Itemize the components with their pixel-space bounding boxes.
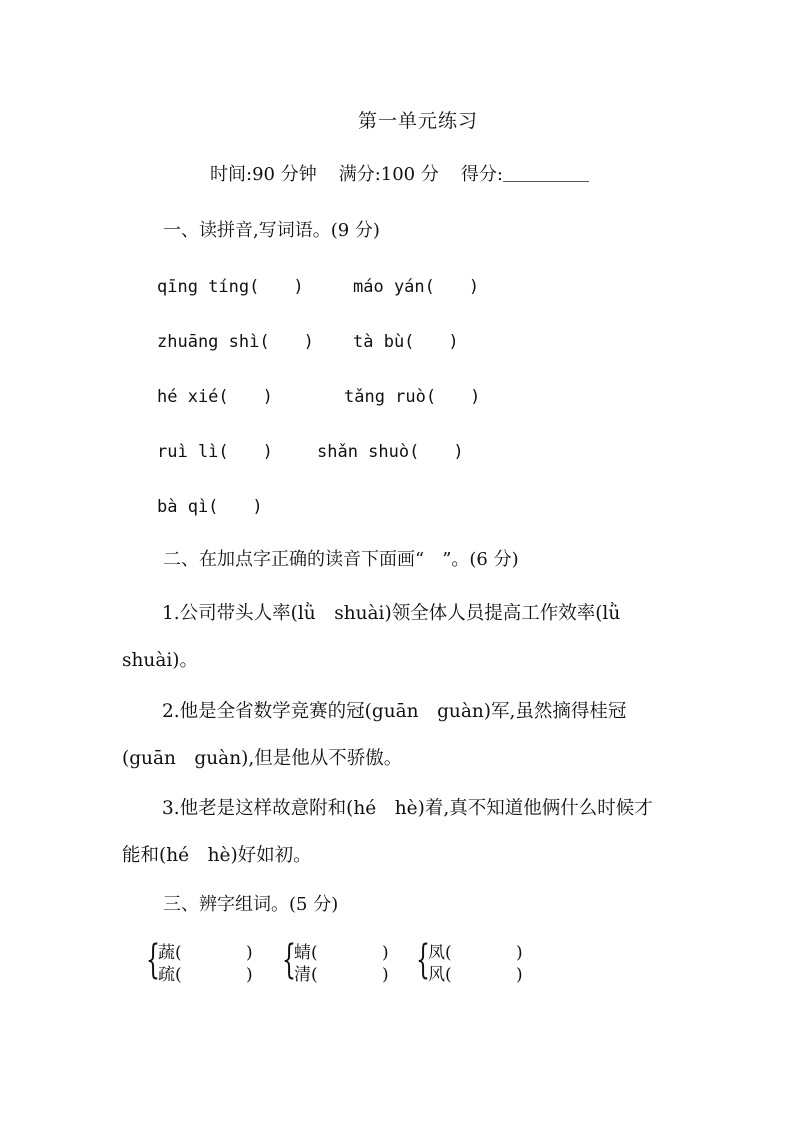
char-pair	[416, 937, 556, 988]
page-title: 第一单元练习	[357, 110, 478, 132]
pinyin-item: zhuāng shì( )	[157, 332, 314, 352]
time-limit: 时间:90 分钟	[210, 164, 317, 185]
pair-row: 疏( )	[158, 965, 253, 985]
pinyin-row-1	[157, 272, 479, 297]
pinyin-item: qīng tíng( )	[157, 277, 304, 297]
pair-row: 凤( )	[428, 943, 523, 963]
pinyin-row-3	[157, 382, 480, 407]
pinyin-item: ruì lì( )	[157, 442, 273, 462]
pinyin-item: tǎng ruò( )	[344, 387, 481, 407]
section-1-heading: 一、读拼音,写词语。(9 分)	[163, 220, 380, 241]
section-3-heading: 三、辨字组词。(5 分)	[163, 894, 339, 915]
pinyin-item: bà qì( )	[157, 497, 263, 517]
question-text: 2.他是全省数学竞赛的冠(guān guàn)军,虽然摘得桂冠(guān guàn),但是他从不骄傲。	[122, 701, 627, 769]
question-3	[122, 785, 667, 879]
pair-row: 清( )	[294, 965, 389, 985]
char-pair	[146, 937, 286, 988]
pair-row: 蜻( )	[294, 943, 389, 963]
pinyin-item: shǎn shuò( )	[317, 442, 464, 462]
pinyin-item: tà bù( )	[353, 332, 459, 352]
score-label: 得分:	[460, 164, 503, 185]
score-blank[interactable]	[503, 163, 589, 182]
pinyin-row-4	[157, 437, 464, 462]
pinyin-row-2	[157, 327, 459, 352]
pair-row: 风( )	[428, 965, 523, 985]
full-score: 满分:100 分	[338, 164, 439, 185]
question-1	[122, 590, 667, 684]
pair-row: 蔬( )	[158, 943, 253, 963]
pinyin-item: máo yán( )	[353, 277, 480, 297]
question-2	[122, 688, 667, 782]
pinyin-row-5	[157, 492, 263, 517]
exam-meta	[210, 160, 589, 186]
char-pair	[282, 937, 422, 988]
brace-icon: {	[416, 937, 430, 983]
section-2-heading: 二、在加点字正确的读音下面画“ ”。(6 分)	[163, 549, 519, 570]
brace-icon: {	[146, 937, 160, 983]
pinyin-item: hé xié( )	[157, 387, 273, 407]
question-text: 3.他老是这样故意附和(hé hè)着,真不知道他俩什么时候才能和(hé hè)好如初。	[122, 798, 653, 866]
brace-icon: {	[282, 937, 296, 983]
question-text: 1.公司带头人率(lǜ shuài)领全体人员提高工作效率(lǜ shuài)。	[122, 603, 639, 671]
